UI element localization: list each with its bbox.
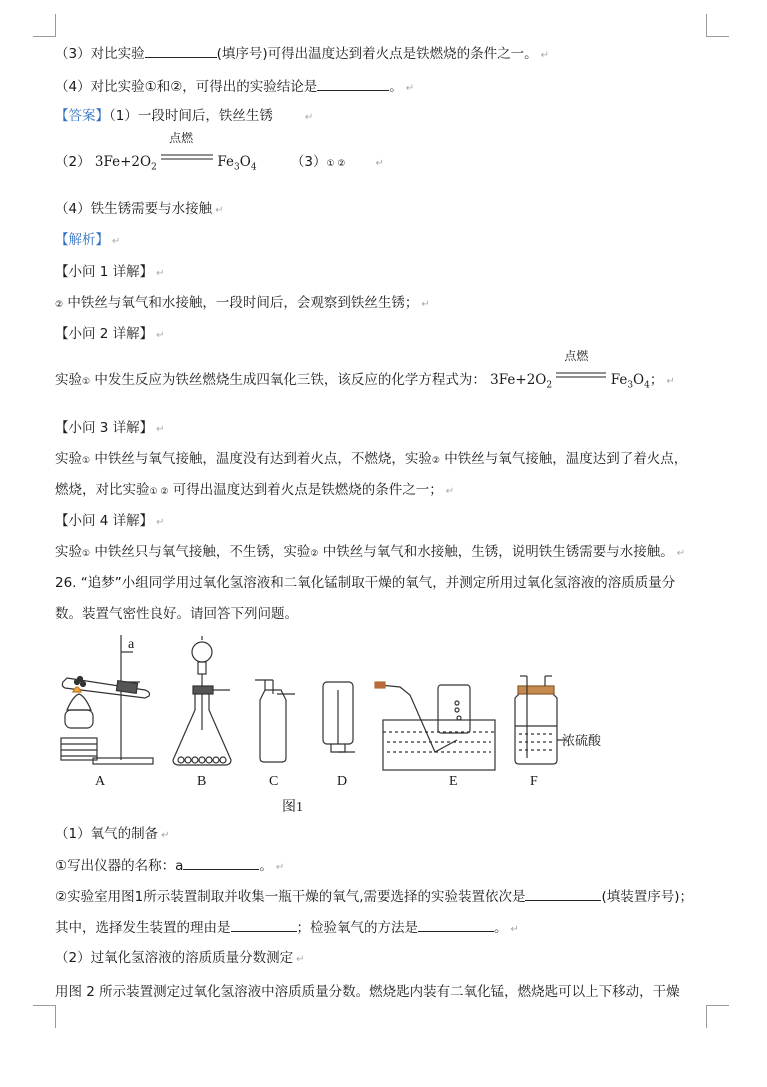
double-line-icon — [161, 152, 213, 162]
page-corner-mark — [706, 14, 729, 37]
answer-blank[interactable] — [231, 917, 297, 932]
answer-line-1: 【答案】（1）一段时间后，铁丝生锈 ↵ — [55, 108, 314, 124]
label-apparatus-f: F — [530, 774, 538, 789]
answer-blank[interactable] — [418, 917, 494, 932]
q26-line-1: 26. “追梦”小组同学用过氧化氢溶液和二氧化锰制取干燥的氧气，并测定所用过氧化氢溶液的溶质质量分 — [55, 575, 676, 591]
answer-blank[interactable] — [525, 886, 601, 901]
part1-q3: 其中，选择发生装置的理由是 ；检验氧气的方法是 。 ↵ — [55, 917, 519, 940]
reaction-condition-arrow: 点燃 — [161, 154, 213, 166]
page-corner-mark — [33, 1005, 56, 1028]
double-line-icon — [556, 370, 606, 380]
figure-caption: 图1 — [282, 800, 303, 815]
apparatus-f-bottle — [515, 676, 567, 764]
answer-blank[interactable] — [183, 855, 259, 870]
apparatus-e-trough — [375, 682, 495, 770]
label-a: a — [128, 637, 135, 652]
answer-line-2: （2） $3Fe+2O_2$ 点燃 $Fe_3O_4$ （3）① ② ↵ — [55, 152, 384, 178]
answer-blank[interactable] — [317, 76, 389, 91]
label-apparatus-b: B — [197, 774, 207, 789]
sub2-text: 实验① 中发生反应为铁丝燃烧生成四氧化三铁，该反应的化学方程式为： $3Fe+2O_2$ 点燃 $Fe_3O_4$； ↵ — [55, 370, 675, 396]
answer-line-4: （4）铁生锈需要与水接触 ↵ — [55, 201, 224, 217]
label-apparatus-a: A — [95, 774, 106, 789]
sub1-text: ② 中铁丝与氧气和水接触，一段时间后，会观察到铁丝生锈； ↵ — [55, 295, 430, 311]
answer-blank[interactable] — [145, 43, 217, 58]
label-apparatus-e: E — [449, 774, 458, 789]
part2-text: 用图 2 所示装置测定过氧化氢溶液中溶质质量分数。燃烧匙内装有二氧化锰，燃烧匙可以上下移动，干燥 — [55, 984, 680, 1000]
label-apparatus-d: D — [337, 774, 348, 789]
chemical-equation: $3Fe+2O_2$ 点燃 $Fe_3O_4$ — [94, 131, 257, 173]
part1-q1: ①写出仪器的名称：a 。 ↵ — [55, 855, 284, 878]
page-corner-mark — [706, 1005, 729, 1028]
part1-head: （1）氧气的制备 ↵ — [55, 826, 170, 842]
page-corner-mark — [33, 14, 56, 37]
sub4-text: 实验① 中铁丝只与氧气接触，不生锈，实验② 中铁丝与氧气和水接触，生锈，说明铁生锈需要与水接触。 ↵ — [55, 544, 686, 560]
apparatus-d-bottle — [323, 682, 355, 752]
part2-head: （2）过氧化氢溶液的溶质质量分数测定 ↵ — [55, 950, 305, 966]
apparatus-a-stand — [93, 635, 153, 764]
apparatus-a-burner — [61, 687, 97, 760]
sub2-head: 【小问 2 详解】 ↵ — [55, 326, 165, 342]
question-3-line: （3）对比实验 (填序号)可得出温度达到着火点是铁燃烧的条件之一。 ↵ — [55, 43, 549, 66]
analysis-tag-line: 【解析】 ↵ — [55, 232, 121, 248]
sub3-text-1: 实验① 中铁丝与氧气接触，温度没有达到着火点，不燃烧，实验② 中铁丝与氧气接触，温度达到了着火点， — [55, 451, 688, 467]
question-4-line: （4）对比实验①和②，可得出的实验结论是 。 ↵ — [55, 76, 414, 99]
label-concentrated-sulfuric-acid: 浓硫酸 — [562, 734, 602, 749]
sub4-head: 【小问 4 详解】 ↵ — [55, 513, 165, 529]
sub1-head: 【小问 1 详解】 ↵ — [55, 264, 165, 280]
chemical-equation: $3Fe+2O_2$ 点燃 $Fe_3O_4$ — [490, 349, 650, 391]
sub3-head: 【小问 3 详解】 ↵ — [55, 420, 165, 436]
answer-tag: 【答案】 — [55, 108, 109, 124]
reaction-condition-arrow: 点燃 — [556, 372, 606, 384]
sub3-text-2: 燃烧，对比实验① ② 可得出温度达到着火点是铁燃烧的条件之一； ↵ — [55, 482, 455, 498]
apparatus-b-flask — [173, 636, 231, 765]
q26-line-2: 数。装置气密性良好。请回答下列问题。 — [55, 606, 298, 622]
apparatus-c-bottle — [255, 680, 295, 762]
part1-q2: ②实验室用图1所示装置制取并收集一瓶干燥的氧气,需要选择的实验装置依次是 (填装置序号)； — [55, 886, 693, 907]
label-apparatus-c: C — [269, 774, 279, 789]
